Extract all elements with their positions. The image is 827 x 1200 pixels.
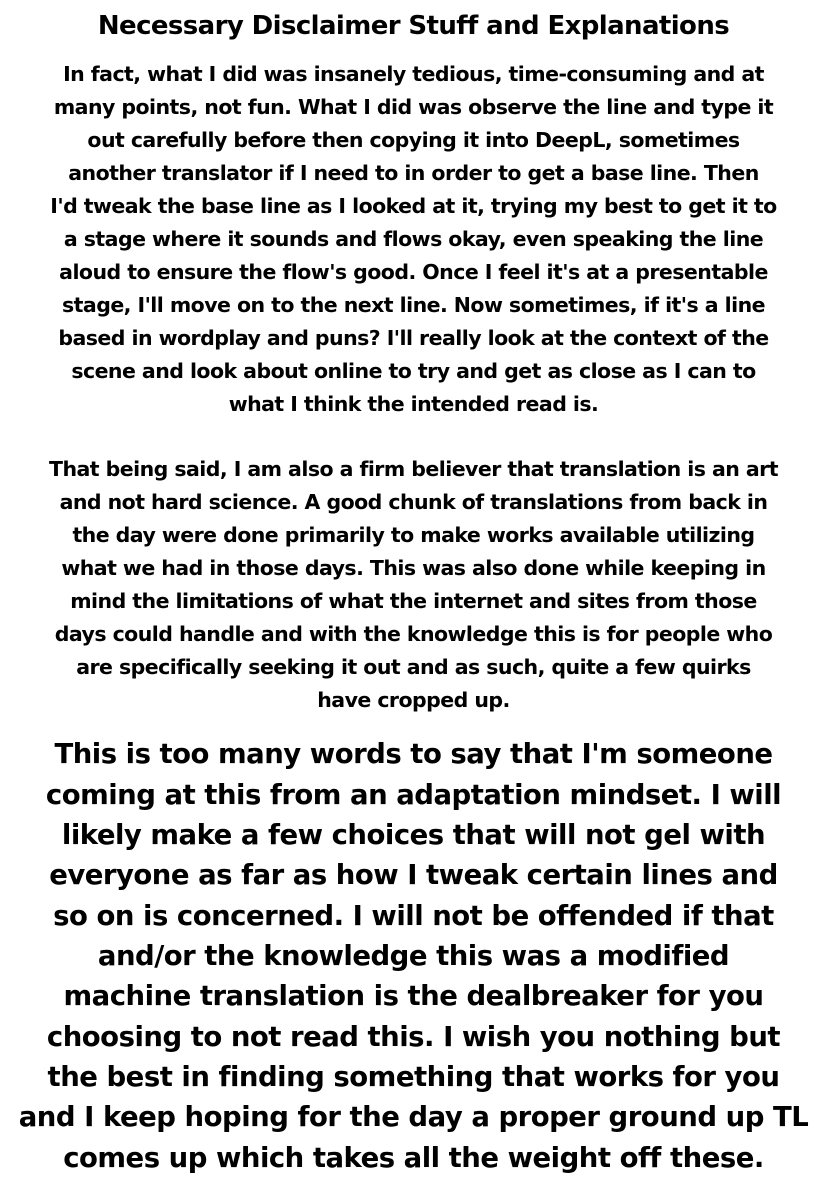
text-line: another translator if I need to in order to get a base line. Then (68, 161, 759, 185)
title-line: Necessary Disclaimer Stuff and Explanations (97, 11, 730, 41)
text-line: and/or the knowledge this was a modified (97, 940, 730, 972)
text-line: comes up which takes all the weight off these. (63, 1142, 764, 1174)
text-line: and I keep hoping for the day a proper ground up TL (18, 1101, 809, 1133)
text-line: what we had in those days. This was also done while keeping in (61, 556, 766, 580)
text-line: aloud to ensure the flow's good. Once I feel it's at a presentable (59, 260, 768, 284)
text-line: I'd tweak the base line as I looked at it, trying my best to get it to (50, 194, 777, 218)
text-line: have cropped up. (317, 688, 510, 712)
text-line: scene and look about online to try and get as close as I can to (71, 359, 756, 383)
text-line: That being said, I am also a firm believer that translation is an art (49, 457, 778, 481)
text-line: and not hard science. A good chunk of translations from back in (59, 490, 768, 514)
text-line: machine translation is the dealbreaker for you (63, 980, 764, 1012)
text-line: This is too many words to say that I'm someone (54, 738, 773, 770)
text-line: the day were done primarily to make works available utilizing (72, 523, 755, 547)
text-line: mind the limitations of what the internet and sites from those (70, 589, 757, 613)
text-line: what I think the intended read is. (228, 392, 599, 416)
text-line: stage, I'll move on to the next line. Now sometimes, if it's a line (62, 293, 765, 317)
text-line: everyone as far as how I tweak certain lines and (49, 859, 778, 891)
text-line: are specifically seeking it out and as such, quite a few quirks (76, 655, 751, 679)
text-line: a stage where it sounds and flows okay, even speaking the line (63, 227, 764, 251)
text-line: In fact, what I did was insanely tedious, time-consuming and at (63, 62, 764, 86)
text-line: many points, not fun. What I did was observe the line and type it (53, 95, 774, 119)
text-line: the best in finding something that works for you (47, 1061, 780, 1093)
text-line: days could handle and with the knowledge this is for people who (54, 622, 773, 646)
text-line: coming at this from an adaptation mindset. I will (45, 779, 782, 811)
text-line: based in wordplay and puns? I'll really look at the context of the (58, 326, 769, 350)
text-line: out carefully before then copying it into DeepL, sometimes (87, 128, 740, 152)
text-line: choosing to not read this. I wish you nothing but (46, 1021, 781, 1053)
text-line: so on is concerned. I will not be offended if that (53, 900, 774, 932)
text-line: likely make a few choices that will not gel with (61, 819, 766, 851)
